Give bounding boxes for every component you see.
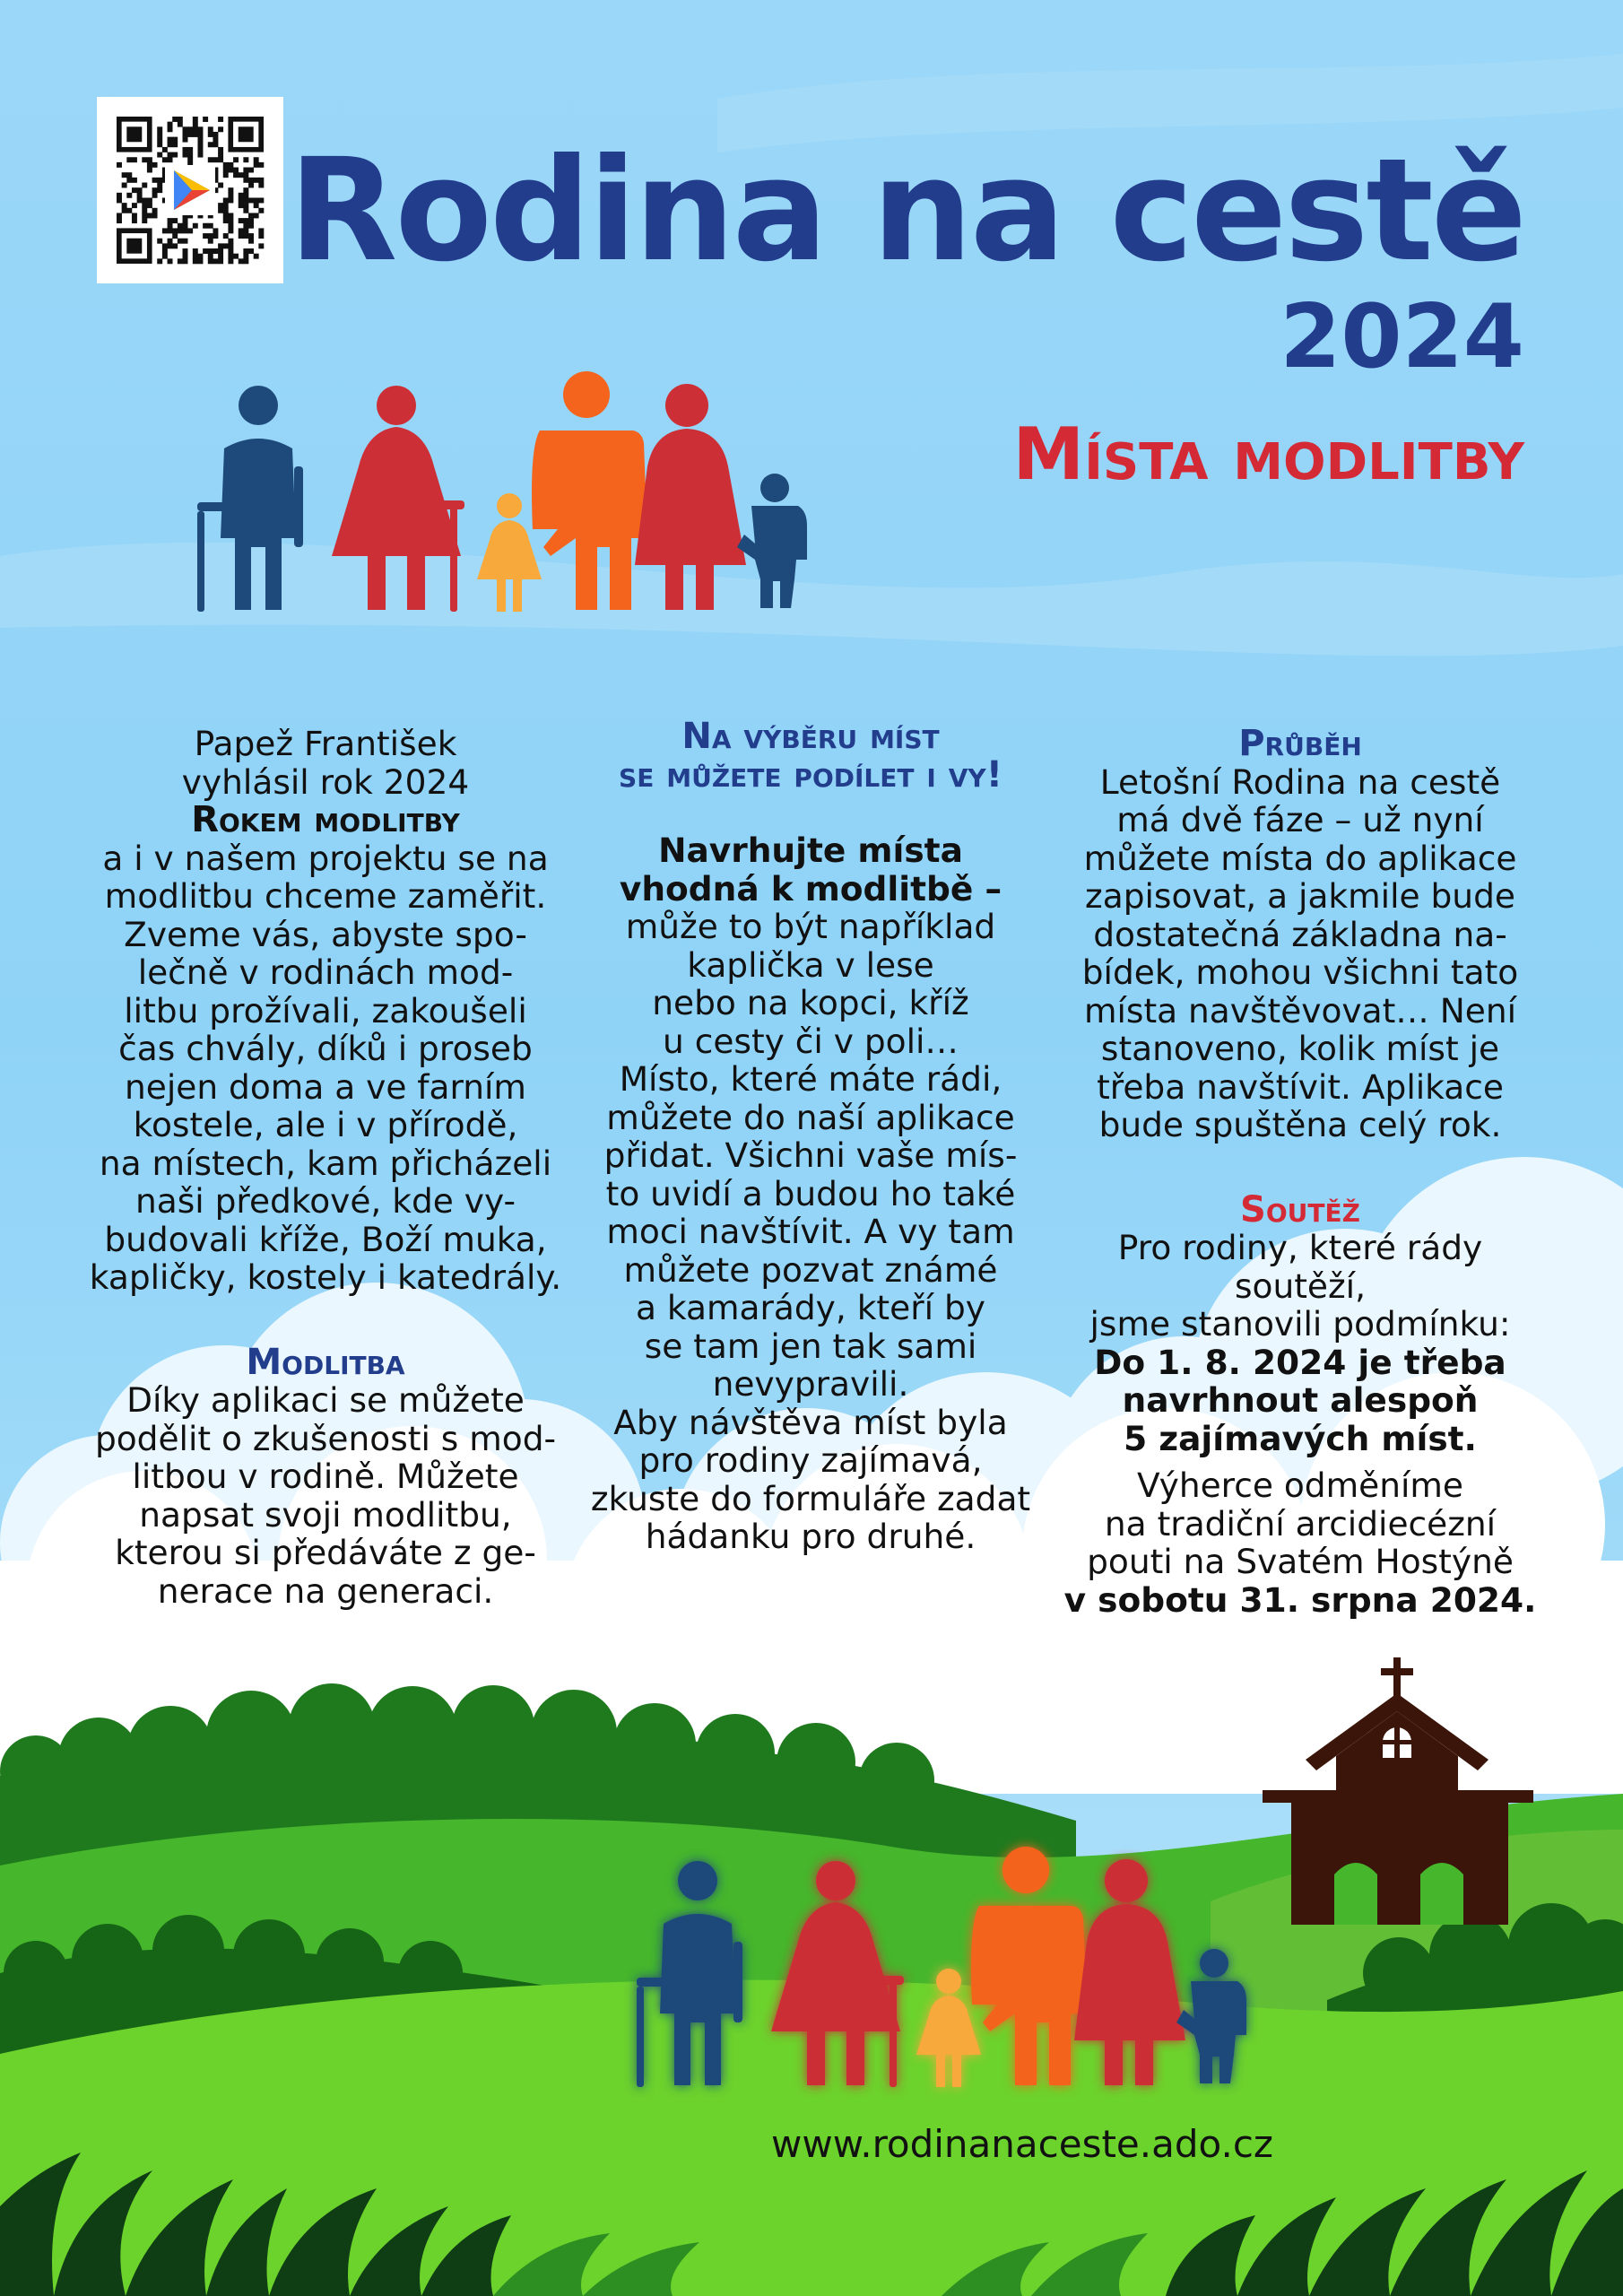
heading-suggest-line2: se můžete podílet i vy! <box>619 753 1002 796</box>
text-line: můžete do naší aplikace <box>606 1097 1015 1137</box>
contest-condition <box>1058 1344 1542 1458</box>
suggest-paragraph <box>574 908 1047 1556</box>
text-line: nejen doma a ve farním <box>125 1066 526 1107</box>
text-line: navrhnout alespoň <box>1122 1380 1479 1420</box>
intro-lines <box>88 725 563 801</box>
text-line: Výherce odměníme <box>1136 1465 1463 1505</box>
text-line: napsat svoji modlitbu, <box>139 1494 512 1535</box>
prayer-paragraph <box>88 1381 563 1610</box>
text-line: a i v našem projektu se na <box>102 838 549 878</box>
text-line: na místech, kam přicházeli <box>99 1143 552 1183</box>
text-line: čas chvály, díků i proseb <box>118 1029 533 1068</box>
column-suggest <box>574 718 1047 1556</box>
text-line: Do 1. 8. 2024 je třeba <box>1094 1342 1506 1382</box>
text-line: Pro rodiny, které rády soutěží, <box>1117 1228 1483 1306</box>
text-line: na tradiční arcidiecézní <box>1104 1503 1497 1544</box>
suggest-bold-line2: vhodná k modlitbě – <box>619 868 1002 909</box>
text-line: modlitbu chceme zaměřit. <box>104 876 547 916</box>
column-progress <box>1058 725 1542 1619</box>
text-line: přidat. Všichni vaše mís- <box>603 1135 1018 1175</box>
contest-paragraph <box>1058 1229 1542 1344</box>
text-line: nerace na generaci. <box>157 1570 494 1611</box>
text-line: kaplička v lese <box>687 944 934 985</box>
text-line: kterou si předáváte z ge- <box>115 1533 536 1572</box>
text-line: můžete místa do aplikace <box>1083 838 1517 878</box>
text-line: Aby návštěva míst byla <box>613 1402 1008 1442</box>
qr-code[interactable] <box>97 97 283 283</box>
text-line: stanoveno, kolik míst je <box>1100 1029 1500 1068</box>
website-link[interactable]: www.rodinanaceste.ado.cz <box>771 2122 1273 2166</box>
text-line: zkuste do formuláře zadat <box>590 1478 1031 1518</box>
intro-paragraph <box>88 839 563 1297</box>
heading-prubeh: Průběh <box>1238 723 1362 764</box>
text-line: vyhlásil rok 2024 <box>181 761 470 802</box>
text-line: třeba navštívit. Aplikace <box>1097 1066 1504 1107</box>
heading-modlitba: Modlitba <box>246 1341 405 1383</box>
heading-suggest-line1: Na výběru míst <box>681 716 940 757</box>
text-line: a kamarády, kteří by <box>636 1288 985 1327</box>
text-line: Díky aplikaci se můžete <box>126 1380 525 1420</box>
text-line: budovali kříže, Boží muka, <box>104 1219 547 1259</box>
text-line: 5 zajímavých míst. <box>1124 1418 1477 1458</box>
text-line: má dvě fáze – už nyní <box>1116 800 1484 839</box>
prize-paragraph <box>1058 1466 1542 1581</box>
column-intro <box>88 725 563 1610</box>
qr-code-icon <box>97 97 283 283</box>
title-main: Rodina na cestě <box>288 128 1524 293</box>
text-line: moci navštívit. A vy tam <box>606 1212 1015 1251</box>
grandfather-figure <box>197 386 303 612</box>
text-line: litbou v rodině. Můžete <box>132 1457 519 1496</box>
text-line: Papež František <box>194 724 457 763</box>
text-line: pro rodiny zajímavá, <box>638 1440 983 1480</box>
text-line: lečně v rodinách mod- <box>137 952 514 992</box>
text-line: to uvidí a budou ho také <box>605 1173 1016 1213</box>
text-line: místa navštěvovat… Není <box>1083 990 1517 1031</box>
pilgrimage-date: v sobotu 31. srpna 2024. <box>1063 1579 1537 1620</box>
text-line: nevypravili. <box>712 1364 909 1404</box>
text-line: se tam jen tak sami <box>644 1326 977 1366</box>
heading-soutez: Soutěž <box>1240 1188 1360 1231</box>
progress-paragraph <box>1058 763 1542 1144</box>
title-year: 2024 <box>1280 286 1524 388</box>
text-line: jsme stanovili podmínku: <box>1089 1304 1511 1344</box>
text-line: Místo, které máte rádi, <box>619 1059 1002 1099</box>
text-line: Zveme vás, abyste spo- <box>124 914 527 954</box>
text-line: dostatečná základna na- <box>1093 914 1507 954</box>
text-line: kostele, ale i v přírodě, <box>133 1105 518 1144</box>
text-line: můžete pozvat známé <box>623 1249 998 1290</box>
church-icon <box>1263 1657 1533 1925</box>
text-line: bude spuštěna celý rok. <box>1098 1105 1502 1144</box>
text-line: Letošní Rodina na cestě <box>1099 761 1501 802</box>
text-line: pouti na Svatém Hostýně <box>1087 1542 1514 1581</box>
text-line: bídek, mohou všichni tato <box>1081 952 1519 992</box>
text-line: hádanku pro druhé. <box>645 1517 976 1556</box>
text-line: kapličky, kostely i katedrály. <box>89 1257 562 1297</box>
year-of-prayer-label: Rokem modlitby <box>191 799 460 840</box>
text-line: podělit o zkušenosti s mod- <box>94 1418 557 1458</box>
suggest-bold-line1: Navrhujte místa <box>658 831 963 870</box>
text-line: naši předkové, kde vy- <box>135 1181 516 1221</box>
text-line: zapisovat, a jakmile bude <box>1085 876 1515 916</box>
poster-title <box>288 128 1524 522</box>
title-subtitle: Místa modlitby <box>1012 413 1524 496</box>
text-line: u cesty či v poli… <box>663 1021 959 1061</box>
text-line: litbu prožívali, zakoušeli <box>124 990 527 1031</box>
text-line: může to být například <box>625 907 996 946</box>
text-line: nebo na kopci, kříž <box>652 983 969 1022</box>
